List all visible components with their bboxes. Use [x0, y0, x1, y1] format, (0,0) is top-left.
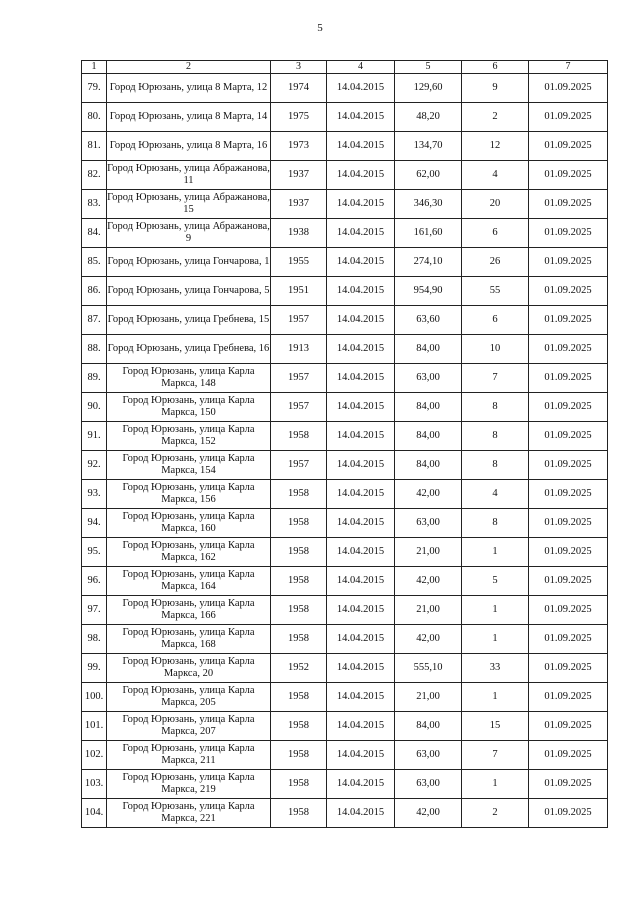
- table-row: [82, 712, 608, 741]
- year-cell: 1973: [271, 132, 327, 161]
- table-row: [82, 509, 608, 538]
- area-cell: 63,00: [395, 364, 462, 393]
- row-number: 91.: [82, 422, 107, 451]
- count-cell: 10: [462, 335, 529, 364]
- table-row: [82, 219, 608, 248]
- year-cell: 1937: [271, 161, 327, 190]
- count-cell: 8: [462, 451, 529, 480]
- area-cell: 555,10: [395, 654, 462, 683]
- year-cell: 1974: [271, 74, 327, 103]
- address-cell: Город Юрюзань, улица 8 Марта, 16: [107, 132, 271, 161]
- address-cell: Город Юрюзань, улица Карла Маркса, 154: [107, 451, 271, 480]
- address-cell: Город Юрюзань, улица Карла Маркса, 152: [107, 422, 271, 451]
- table-row: [82, 190, 608, 219]
- count-cell: 2: [462, 799, 529, 828]
- count-cell: 6: [462, 219, 529, 248]
- count-cell: 4: [462, 480, 529, 509]
- area-cell: 42,00: [395, 567, 462, 596]
- address-cell: Город Юрюзань, улица Карла Маркса, 211: [107, 741, 271, 770]
- area-cell: 346,30: [395, 190, 462, 219]
- address-cell: Город Юрюзань, улица Гребнева, 15: [107, 306, 271, 335]
- row-number: 103.: [82, 770, 107, 799]
- year-cell: 1958: [271, 480, 327, 509]
- term-cell: 01.09.2025: [529, 335, 608, 364]
- row-number: 85.: [82, 248, 107, 277]
- row-number: 79.: [82, 74, 107, 103]
- address-cell: Город Юрюзань, улица Абражанова, 9: [107, 219, 271, 248]
- area-cell: 21,00: [395, 596, 462, 625]
- row-number: 101.: [82, 712, 107, 741]
- year-cell: 1958: [271, 422, 327, 451]
- year-cell: 1951: [271, 277, 327, 306]
- area-cell: 84,00: [395, 451, 462, 480]
- table-row: [82, 625, 608, 654]
- count-cell: 8: [462, 422, 529, 451]
- year-cell: 1957: [271, 393, 327, 422]
- address-cell: Город Юрюзань, улица Карла Маркса, 205: [107, 683, 271, 712]
- term-cell: 01.09.2025: [529, 422, 608, 451]
- area-cell: 274,10: [395, 248, 462, 277]
- term-cell: 01.09.2025: [529, 654, 608, 683]
- year-cell: 1958: [271, 770, 327, 799]
- term-cell: 01.09.2025: [529, 480, 608, 509]
- column-header: 4: [327, 61, 395, 74]
- table-row: [82, 74, 608, 103]
- area-cell: 84,00: [395, 712, 462, 741]
- area-cell: 161,60: [395, 219, 462, 248]
- term-cell: 01.09.2025: [529, 741, 608, 770]
- year-cell: 1937: [271, 190, 327, 219]
- year-cell: 1913: [271, 335, 327, 364]
- column-number-row: [82, 61, 608, 74]
- year-cell: 1958: [271, 741, 327, 770]
- count-cell: 8: [462, 509, 529, 538]
- date-cell: 14.04.2015: [327, 596, 395, 625]
- term-cell: 01.09.2025: [529, 393, 608, 422]
- term-cell: 01.09.2025: [529, 248, 608, 277]
- area-cell: 42,00: [395, 625, 462, 654]
- area-cell: 84,00: [395, 335, 462, 364]
- term-cell: 01.09.2025: [529, 625, 608, 654]
- term-cell: 01.09.2025: [529, 538, 608, 567]
- address-cell: Город Юрюзань, улица Карла Маркса, 219: [107, 770, 271, 799]
- area-cell: 62,00: [395, 161, 462, 190]
- year-cell: 1957: [271, 364, 327, 393]
- term-cell: 01.09.2025: [529, 712, 608, 741]
- date-cell: 14.04.2015: [327, 683, 395, 712]
- term-cell: 01.09.2025: [529, 132, 608, 161]
- address-cell: Город Юрюзань, улица Гончарова, 1: [107, 248, 271, 277]
- area-cell: 954,90: [395, 277, 462, 306]
- row-number: 89.: [82, 364, 107, 393]
- table-row: [82, 335, 608, 364]
- address-cell: Город Юрюзань, улица 8 Марта, 14: [107, 103, 271, 132]
- row-number: 80.: [82, 103, 107, 132]
- date-cell: 14.04.2015: [327, 161, 395, 190]
- term-cell: 01.09.2025: [529, 596, 608, 625]
- date-cell: 14.04.2015: [327, 103, 395, 132]
- row-number: 84.: [82, 219, 107, 248]
- year-cell: 1957: [271, 451, 327, 480]
- table-row: [82, 364, 608, 393]
- date-cell: 14.04.2015: [327, 335, 395, 364]
- term-cell: 01.09.2025: [529, 364, 608, 393]
- count-cell: 33: [462, 654, 529, 683]
- term-cell: 01.09.2025: [529, 277, 608, 306]
- row-number: 94.: [82, 509, 107, 538]
- row-number: 90.: [82, 393, 107, 422]
- count-cell: 9: [462, 74, 529, 103]
- table-row: [82, 451, 608, 480]
- address-cell: Город Юрюзань, улица Карла Маркса, 168: [107, 625, 271, 654]
- year-cell: 1975: [271, 103, 327, 132]
- count-cell: 4: [462, 161, 529, 190]
- term-cell: 01.09.2025: [529, 567, 608, 596]
- term-cell: 01.09.2025: [529, 770, 608, 799]
- table-row: [82, 422, 608, 451]
- column-header: 2: [107, 61, 271, 74]
- table-row: [82, 538, 608, 567]
- count-cell: 8: [462, 393, 529, 422]
- table-row: [82, 103, 608, 132]
- table-row: [82, 683, 608, 712]
- address-cell: Город Юрюзань, улица Карла Маркса, 150: [107, 393, 271, 422]
- year-cell: 1958: [271, 683, 327, 712]
- count-cell: 7: [462, 364, 529, 393]
- date-cell: 14.04.2015: [327, 509, 395, 538]
- row-number: 95.: [82, 538, 107, 567]
- area-cell: 134,70: [395, 132, 462, 161]
- table-row: [82, 567, 608, 596]
- count-cell: 7: [462, 741, 529, 770]
- term-cell: 01.09.2025: [529, 683, 608, 712]
- row-number: 86.: [82, 277, 107, 306]
- table-row: [82, 741, 608, 770]
- page-number: 5: [317, 22, 323, 34]
- area-cell: 48,20: [395, 103, 462, 132]
- count-cell: 6: [462, 306, 529, 335]
- area-cell: 21,00: [395, 538, 462, 567]
- address-cell: Город Юрюзань, улица Карла Маркса, 166: [107, 596, 271, 625]
- year-cell: 1958: [271, 538, 327, 567]
- date-cell: 14.04.2015: [327, 741, 395, 770]
- column-header: 6: [462, 61, 529, 74]
- area-cell: 63,00: [395, 770, 462, 799]
- address-cell: Город Юрюзань, улица Карла Маркса, 20: [107, 654, 271, 683]
- table-row: [82, 480, 608, 509]
- address-cell: Город Юрюзань, улица Абражанова, 11: [107, 161, 271, 190]
- table-row: [82, 306, 608, 335]
- date-cell: 14.04.2015: [327, 712, 395, 741]
- date-cell: 14.04.2015: [327, 480, 395, 509]
- row-number: 100.: [82, 683, 107, 712]
- row-number: 83.: [82, 190, 107, 219]
- table-row: [82, 596, 608, 625]
- date-cell: 14.04.2015: [327, 625, 395, 654]
- date-cell: 14.04.2015: [327, 74, 395, 103]
- row-number: 82.: [82, 161, 107, 190]
- term-cell: 01.09.2025: [529, 161, 608, 190]
- count-cell: 12: [462, 132, 529, 161]
- count-cell: 2: [462, 103, 529, 132]
- term-cell: 01.09.2025: [529, 306, 608, 335]
- row-number: 104.: [82, 799, 107, 828]
- area-cell: 63,00: [395, 509, 462, 538]
- count-cell: 15: [462, 712, 529, 741]
- address-cell: Город Юрюзань, улица Карла Маркса, 160: [107, 509, 271, 538]
- row-number: 97.: [82, 596, 107, 625]
- year-cell: 1952: [271, 654, 327, 683]
- address-cell: Город Юрюзань, улица Карла Маркса, 148: [107, 364, 271, 393]
- row-number: 88.: [82, 335, 107, 364]
- table-row: [82, 393, 608, 422]
- count-cell: 1: [462, 625, 529, 654]
- term-cell: 01.09.2025: [529, 74, 608, 103]
- address-cell: Город Юрюзань, улица Карла Маркса, 207: [107, 712, 271, 741]
- row-number: 87.: [82, 306, 107, 335]
- table-row: [82, 799, 608, 828]
- address-cell: Город Юрюзань, улица Гребнева, 16: [107, 335, 271, 364]
- area-cell: 84,00: [395, 422, 462, 451]
- column-header: 1: [82, 61, 107, 74]
- table-row: [82, 770, 608, 799]
- date-cell: 14.04.2015: [327, 277, 395, 306]
- address-cell: Город Юрюзань, улица Гончарова, 5: [107, 277, 271, 306]
- year-cell: 1958: [271, 567, 327, 596]
- year-cell: 1958: [271, 625, 327, 654]
- table-row: [82, 654, 608, 683]
- date-cell: 14.04.2015: [327, 219, 395, 248]
- table-row: [82, 132, 608, 161]
- area-cell: 63,60: [395, 306, 462, 335]
- term-cell: 01.09.2025: [529, 190, 608, 219]
- table-row: [82, 277, 608, 306]
- year-cell: 1955: [271, 248, 327, 277]
- row-number: 92.: [82, 451, 107, 480]
- date-cell: 14.04.2015: [327, 364, 395, 393]
- area-cell: 21,00: [395, 683, 462, 712]
- date-cell: 14.04.2015: [327, 770, 395, 799]
- count-cell: 1: [462, 683, 529, 712]
- date-cell: 14.04.2015: [327, 393, 395, 422]
- row-number: 98.: [82, 625, 107, 654]
- address-cell: Город Юрюзань, улица Абражанова, 15: [107, 190, 271, 219]
- count-cell: 1: [462, 770, 529, 799]
- term-cell: 01.09.2025: [529, 509, 608, 538]
- row-number: 99.: [82, 654, 107, 683]
- count-cell: 1: [462, 538, 529, 567]
- date-cell: 14.04.2015: [327, 422, 395, 451]
- address-cell: Город Юрюзань, улица Карла Маркса, 164: [107, 567, 271, 596]
- year-cell: 1938: [271, 219, 327, 248]
- year-cell: 1958: [271, 596, 327, 625]
- area-cell: 129,60: [395, 74, 462, 103]
- term-cell: 01.09.2025: [529, 103, 608, 132]
- area-cell: 42,00: [395, 480, 462, 509]
- date-cell: 14.04.2015: [327, 132, 395, 161]
- table-row: [82, 161, 608, 190]
- table-row: [82, 248, 608, 277]
- date-cell: 14.04.2015: [327, 248, 395, 277]
- count-cell: 5: [462, 567, 529, 596]
- date-cell: 14.04.2015: [327, 654, 395, 683]
- address-cell: Город Юрюзань, улица Карла Маркса, 156: [107, 480, 271, 509]
- column-header: 5: [395, 61, 462, 74]
- year-cell: 1958: [271, 509, 327, 538]
- count-cell: 26: [462, 248, 529, 277]
- count-cell: 1: [462, 596, 529, 625]
- column-header: 7: [529, 61, 608, 74]
- area-cell: 63,00: [395, 741, 462, 770]
- address-cell: Город Юрюзань, улица Карла Маркса, 221: [107, 799, 271, 828]
- address-cell: Город Юрюзань, улица 8 Марта, 12: [107, 74, 271, 103]
- row-number: 93.: [82, 480, 107, 509]
- count-cell: 20: [462, 190, 529, 219]
- term-cell: 01.09.2025: [529, 451, 608, 480]
- year-cell: 1958: [271, 712, 327, 741]
- row-number: 81.: [82, 132, 107, 161]
- row-number: 96.: [82, 567, 107, 596]
- date-cell: 14.04.2015: [327, 567, 395, 596]
- table-body: [82, 74, 608, 828]
- term-cell: 01.09.2025: [529, 799, 608, 828]
- date-cell: 14.04.2015: [327, 451, 395, 480]
- term-cell: 01.09.2025: [529, 219, 608, 248]
- date-cell: 14.04.2015: [327, 190, 395, 219]
- register-table: [81, 60, 608, 828]
- area-cell: 42,00: [395, 799, 462, 828]
- count-cell: 55: [462, 277, 529, 306]
- row-number: 102.: [82, 741, 107, 770]
- date-cell: 14.04.2015: [327, 306, 395, 335]
- date-cell: 14.04.2015: [327, 538, 395, 567]
- column-header: 3: [271, 61, 327, 74]
- year-cell: 1958: [271, 799, 327, 828]
- date-cell: 14.04.2015: [327, 799, 395, 828]
- year-cell: 1957: [271, 306, 327, 335]
- address-cell: Город Юрюзань, улица Карла Маркса, 162: [107, 538, 271, 567]
- area-cell: 84,00: [395, 393, 462, 422]
